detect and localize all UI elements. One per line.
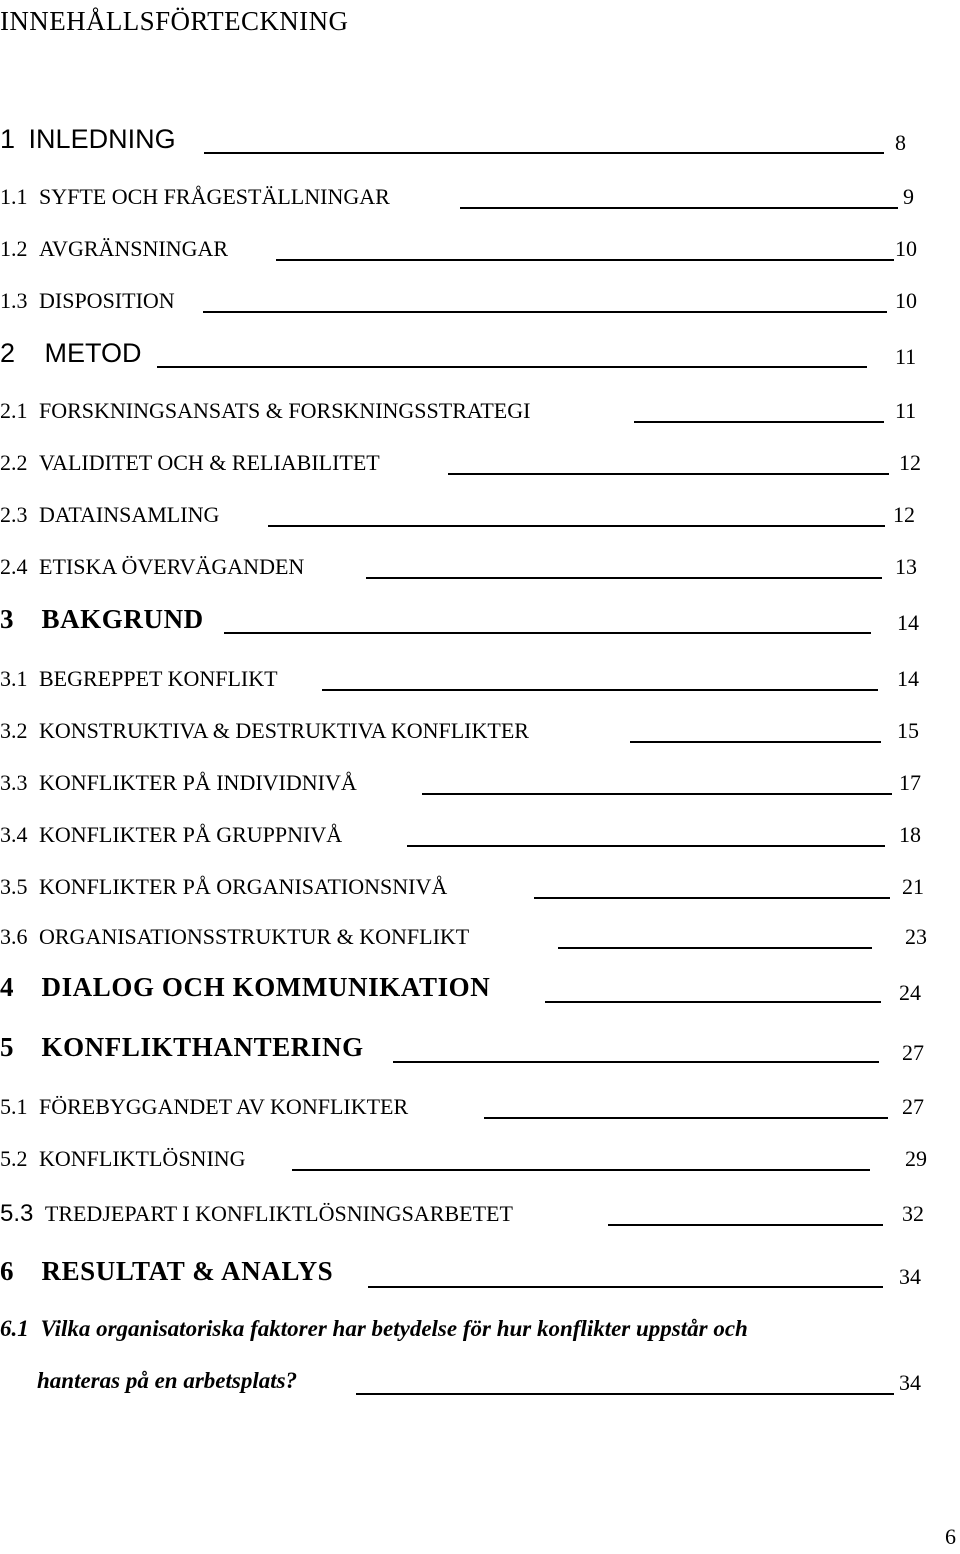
toc-title: DIALOG OCH KOMMUNIKATION bbox=[41, 972, 491, 1002]
toc-leader-line bbox=[634, 421, 884, 423]
toc-number: 1.1 bbox=[0, 184, 28, 209]
toc-leader-line bbox=[630, 741, 881, 743]
toc-entry-3-3 bbox=[0, 770, 357, 796]
toc-title: DISPOSITION bbox=[39, 288, 175, 313]
toc-leader-line bbox=[366, 577, 882, 579]
toc-title: AVGRÄNSNINGAR bbox=[39, 236, 229, 261]
toc-page-number: 27 bbox=[902, 1094, 924, 1119]
toc-leader-line bbox=[356, 1393, 894, 1395]
toc-number: 3.5 bbox=[0, 874, 28, 899]
toc-leader-line bbox=[407, 845, 885, 847]
toc-entry-3-2 bbox=[0, 718, 529, 744]
toc-number: 1 bbox=[0, 124, 16, 154]
toc-entry-2-1 bbox=[0, 398, 530, 424]
toc-page-number: 9 bbox=[903, 184, 914, 209]
toc-leader-line bbox=[422, 793, 892, 795]
toc-entry-5-3 bbox=[0, 1200, 513, 1228]
toc-leader-line bbox=[368, 1286, 883, 1288]
toc-title: TREDJEPART I KONFLIKTLÖSNINGSARBETET bbox=[44, 1201, 513, 1226]
toc-number: 2.4 bbox=[0, 554, 28, 579]
toc-page-number: 15 bbox=[897, 718, 919, 743]
toc-title: VALIDITET OCH & RELIABILITET bbox=[39, 450, 380, 475]
toc-leader-line bbox=[268, 525, 885, 527]
toc-entry-2-2 bbox=[0, 450, 380, 476]
toc-entry-1-3 bbox=[0, 288, 175, 314]
toc-number: 5.1 bbox=[0, 1094, 28, 1119]
toc-leader-line bbox=[157, 366, 867, 368]
page-title: INNEHÅLLSFÖRTECKNING bbox=[0, 6, 349, 36]
toc-page-number: 10 bbox=[895, 288, 917, 313]
toc-page-number: 23 bbox=[905, 924, 927, 949]
toc-leader-line bbox=[558, 947, 872, 949]
toc-entry-3-5 bbox=[0, 874, 447, 900]
toc-entry-3 bbox=[0, 604, 204, 635]
toc-entry-3-4 bbox=[0, 822, 342, 848]
toc-entry-3-6 bbox=[0, 924, 469, 950]
toc-title: KONFLIKTLÖSNING bbox=[39, 1146, 246, 1171]
toc-title: BAKGRUND bbox=[41, 604, 204, 634]
toc-number: 2.1 bbox=[0, 398, 28, 423]
toc-title: RESULTAT & ANALYS bbox=[41, 1256, 334, 1286]
toc-title: KONFLIKTHANTERING bbox=[41, 1032, 364, 1062]
toc-entry-5-1 bbox=[0, 1094, 408, 1120]
toc-entry-5-2 bbox=[0, 1146, 246, 1172]
toc-entry-2 bbox=[0, 338, 142, 369]
toc-leader-line bbox=[322, 689, 878, 691]
toc-leader-line bbox=[276, 259, 894, 261]
toc-entry-2-4 bbox=[0, 554, 304, 580]
toc-leader-line bbox=[203, 311, 887, 313]
toc-title: SYFTE OCH FRÅGESTÄLLNINGAR bbox=[39, 184, 390, 209]
toc-title: METOD bbox=[44, 338, 142, 368]
toc-title-line-2: hanteras på en arbetsplats? bbox=[37, 1368, 298, 1393]
toc-number: 6 bbox=[0, 1256, 15, 1286]
toc-page-number: 32 bbox=[902, 1201, 924, 1226]
toc-leader-line bbox=[393, 1061, 879, 1063]
toc-number: 3.6 bbox=[0, 924, 28, 949]
toc-leader-line bbox=[448, 473, 889, 475]
toc-page-number: 34 bbox=[899, 1264, 921, 1289]
toc-number: 1.3 bbox=[0, 288, 28, 313]
toc-entry-1-1 bbox=[0, 184, 390, 210]
toc-entry-2-3 bbox=[0, 502, 219, 528]
toc-number: 3.2 bbox=[0, 718, 28, 743]
toc-leader-line bbox=[545, 1001, 881, 1003]
toc-page-number: 13 bbox=[895, 554, 917, 579]
toc-entry-3-1 bbox=[0, 666, 278, 692]
page-number: 6 bbox=[945, 1524, 956, 1549]
toc-leader-line bbox=[204, 152, 884, 154]
toc-page-number: 12 bbox=[899, 450, 921, 475]
toc-number: 5 bbox=[0, 1032, 15, 1062]
toc-number: 3.3 bbox=[0, 770, 28, 795]
toc-page-number: 17 bbox=[899, 770, 921, 795]
toc-page-number: 24 bbox=[899, 980, 921, 1005]
toc-entry-6 bbox=[0, 1256, 333, 1287]
toc-title: BEGREPPET KONFLIKT bbox=[39, 666, 278, 691]
toc-entry-1-2 bbox=[0, 236, 228, 262]
toc-page-number: 18 bbox=[899, 822, 921, 847]
toc-page-number: 12 bbox=[893, 502, 915, 527]
toc-title: DATAINSAMLING bbox=[39, 502, 220, 527]
toc-entry-1 bbox=[0, 124, 176, 155]
toc-number: 1.2 bbox=[0, 236, 28, 261]
toc-number: 3 bbox=[0, 604, 15, 634]
toc-leader-line bbox=[460, 207, 898, 209]
toc-number: 5.3 bbox=[0, 1200, 34, 1227]
toc-page-number: 34 bbox=[899, 1370, 921, 1395]
toc-title: ORGANISATIONSSTRUKTUR & KONFLIKT bbox=[39, 924, 470, 949]
toc-leader-line bbox=[534, 897, 890, 899]
toc-page-number: 21 bbox=[902, 874, 924, 899]
toc-entry-4 bbox=[0, 972, 490, 1003]
toc-page-number: 8 bbox=[895, 130, 906, 155]
toc-title: KONFLIKTER PÅ ORGANISATIONSNIVÅ bbox=[39, 874, 448, 899]
toc-page-number: 14 bbox=[897, 666, 919, 691]
toc-number: 5.2 bbox=[0, 1146, 28, 1171]
toc-page-number: 11 bbox=[895, 344, 917, 369]
toc-leader-line bbox=[484, 1117, 888, 1119]
toc-leader-line bbox=[224, 632, 871, 634]
toc-page-number: 27 bbox=[902, 1040, 924, 1065]
toc-number: 6.1 bbox=[0, 1316, 29, 1341]
toc-title: FORSKNINGSANSATS & FORSKNINGSSTRATEGI bbox=[39, 398, 531, 423]
toc-page-number: 14 bbox=[897, 610, 919, 635]
toc-entry-6-1-continued bbox=[37, 1368, 297, 1394]
toc-entry-5 bbox=[0, 1032, 364, 1063]
toc-number: 3.4 bbox=[0, 822, 28, 847]
toc-title: KONFLIKTER PÅ INDIVIDNIVÅ bbox=[39, 770, 357, 795]
toc-number: 2.3 bbox=[0, 502, 28, 527]
toc-title-line-1: Vilka organisatoriska faktorer har betydelse för hur konflikter uppstår och bbox=[40, 1316, 748, 1341]
toc-title: INLEDNING bbox=[28, 124, 176, 154]
toc-leader-line bbox=[608, 1224, 883, 1226]
toc-number: 2.2 bbox=[0, 450, 28, 475]
toc-number: 4 bbox=[0, 972, 15, 1002]
toc-entry-6-1 bbox=[0, 1316, 748, 1342]
toc-leader-line bbox=[292, 1169, 870, 1171]
toc-number: 2 bbox=[0, 338, 16, 368]
toc-page-number: 29 bbox=[905, 1146, 927, 1171]
toc-title: ETISKA ÖVERVÄGANDEN bbox=[39, 554, 305, 579]
toc-page-number: 10 bbox=[895, 236, 917, 261]
toc-number: 3.1 bbox=[0, 666, 28, 691]
toc-title: FÖREBYGGANDET AV KONFLIKTER bbox=[39, 1094, 409, 1119]
toc-page-number: 11 bbox=[895, 398, 917, 423]
toc-title: KONFLIKTER PÅ GRUPPNIVÅ bbox=[39, 822, 343, 847]
toc-title: KONSTRUKTIVA & DESTRUKTIVA KONFLIKTER bbox=[39, 718, 529, 743]
